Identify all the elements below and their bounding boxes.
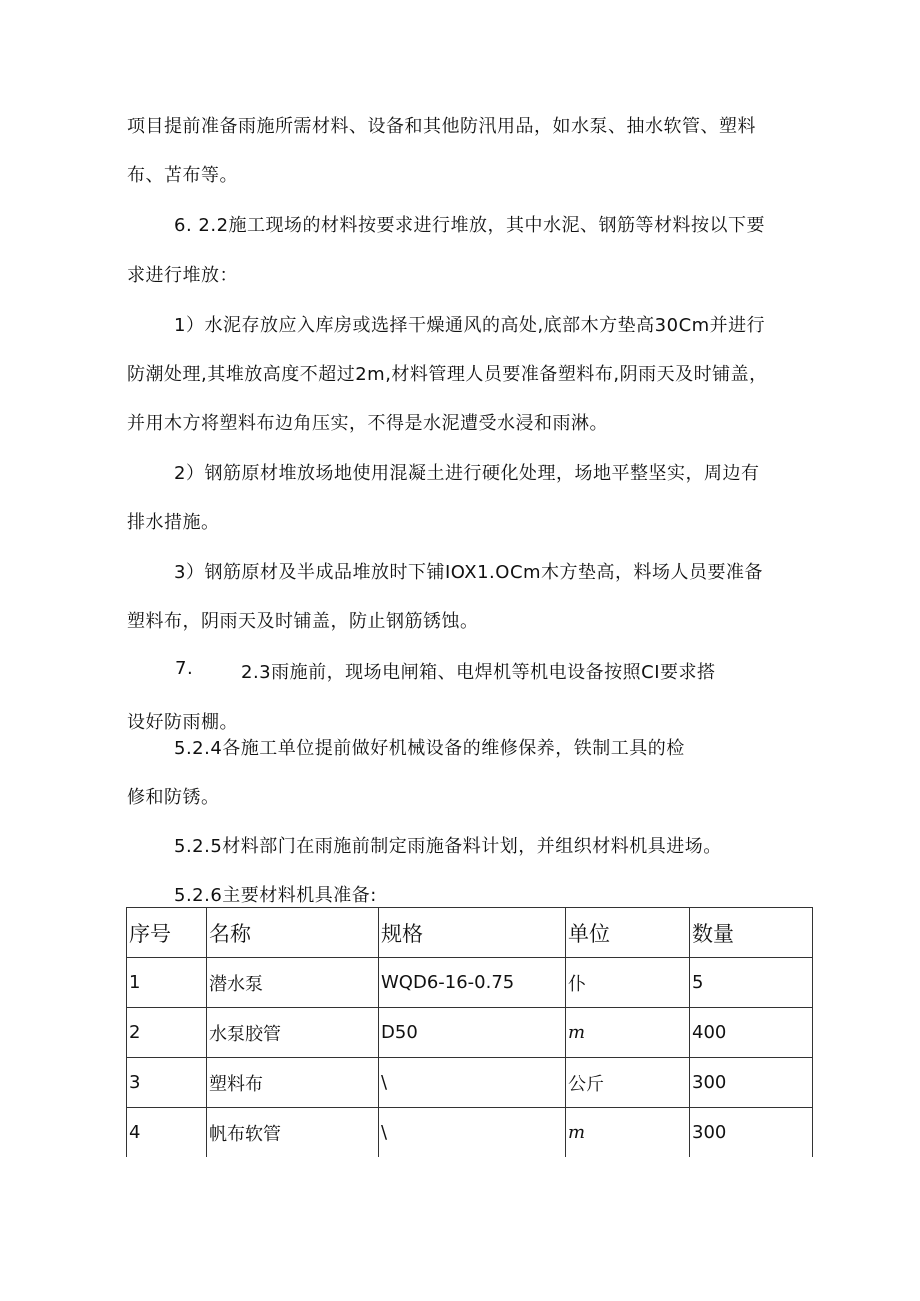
cell-serial: 1: [127, 958, 207, 1008]
section-5-2-4-line: 5.2.4各施工单位提前做好机械设备的维修保养，铁制工具的检: [174, 738, 685, 759]
cell-unit: 公斤: [566, 1058, 690, 1108]
cell-spec: \: [379, 1108, 566, 1158]
item-2-line: 2）钢筋原材堆放场地使用混凝土进行硬化处理，场地平整坚实，周边有: [174, 463, 760, 484]
paragraph-line: 排水措施。: [127, 512, 220, 533]
cell-spec: \: [379, 1058, 566, 1108]
cell-spec: WQD6-16-0.75: [379, 958, 566, 1008]
section-5-2-5-line: 5.2.5材料部门在雨施前制定雨施备料计划，并组织材料机具进场。: [174, 836, 722, 857]
paragraph-line: 布、苫布等。: [127, 165, 238, 186]
item-3-line: 3）钢筋原材及半成品堆放时下铺IOX1.OCm木方垫高，料场人员要准备: [174, 562, 764, 583]
paragraph-line: 修和防锈。: [127, 787, 220, 808]
table-header-row: [127, 908, 813, 958]
paragraph-line: 求进行堆放：: [127, 265, 238, 286]
paragraph-line: 项目提前准备雨施所需材料、设备和其他防汛用品，如水泵、抽水软管、塑料: [127, 116, 756, 137]
cell-quantity: 5: [690, 958, 813, 1008]
cell-spec: D50: [379, 1008, 566, 1058]
section-2-3-line: 2.3雨施前，现场电闸箱、电焊机等机电设备按照CI要求搭: [241, 662, 716, 683]
section-7-number: 7.: [175, 658, 194, 679]
cell-name: 塑料布: [207, 1058, 379, 1108]
cell-quantity: 300: [690, 1108, 813, 1158]
paragraph-line: 塑料布，阴雨天及时铺盖，防止钢筋锈蚀。: [127, 611, 479, 632]
section-5-2-6-line: 5.2.6主要材料机具准备:: [174, 885, 377, 906]
header-serial: 序号: [127, 908, 207, 958]
paragraph-line: 并用木方将塑料布边角压实，不得是水泥遭受水浸和雨淋。: [127, 413, 608, 434]
header-name: 名称: [207, 908, 379, 958]
paragraph-line: 防潮处理,其堆放高度不超过2m,材料管理人员要准备塑料布,阴雨天及时铺盖，: [127, 364, 768, 385]
table-row: [127, 1108, 813, 1158]
cell-serial: 4: [127, 1108, 207, 1158]
cell-name: 潜水泵: [207, 958, 379, 1008]
table-row: [127, 1008, 813, 1058]
table-row: [127, 1058, 813, 1108]
cell-unit: 仆: [566, 958, 690, 1008]
table-row: [127, 958, 813, 1008]
header-spec: 规格: [379, 908, 566, 958]
cell-name: 帆布软管: [207, 1108, 379, 1158]
header-unit: 单位: [566, 908, 690, 958]
paragraph-line: 设好防雨棚。: [127, 712, 238, 733]
cell-serial: 2: [127, 1008, 207, 1058]
cell-name: 水泵胶管: [207, 1008, 379, 1058]
cell-quantity: 400: [690, 1008, 813, 1058]
section-6-2-2-line: 6. 2.2施工现场的材料按要求进行堆放，其中水泥、钢筋等材料按以下要: [174, 215, 766, 236]
header-quantity: 数量: [690, 908, 813, 958]
cell-serial: 3: [127, 1058, 207, 1108]
cell-quantity: 300: [690, 1058, 813, 1108]
cell-unit: m: [566, 1008, 690, 1058]
cell-unit: m: [566, 1108, 690, 1158]
materials-table: [126, 907, 813, 1157]
item-1-line: 1）水泥存放应入库房或选择干燥通风的高处,底部木方垫高30Cm并进行: [174, 315, 766, 336]
